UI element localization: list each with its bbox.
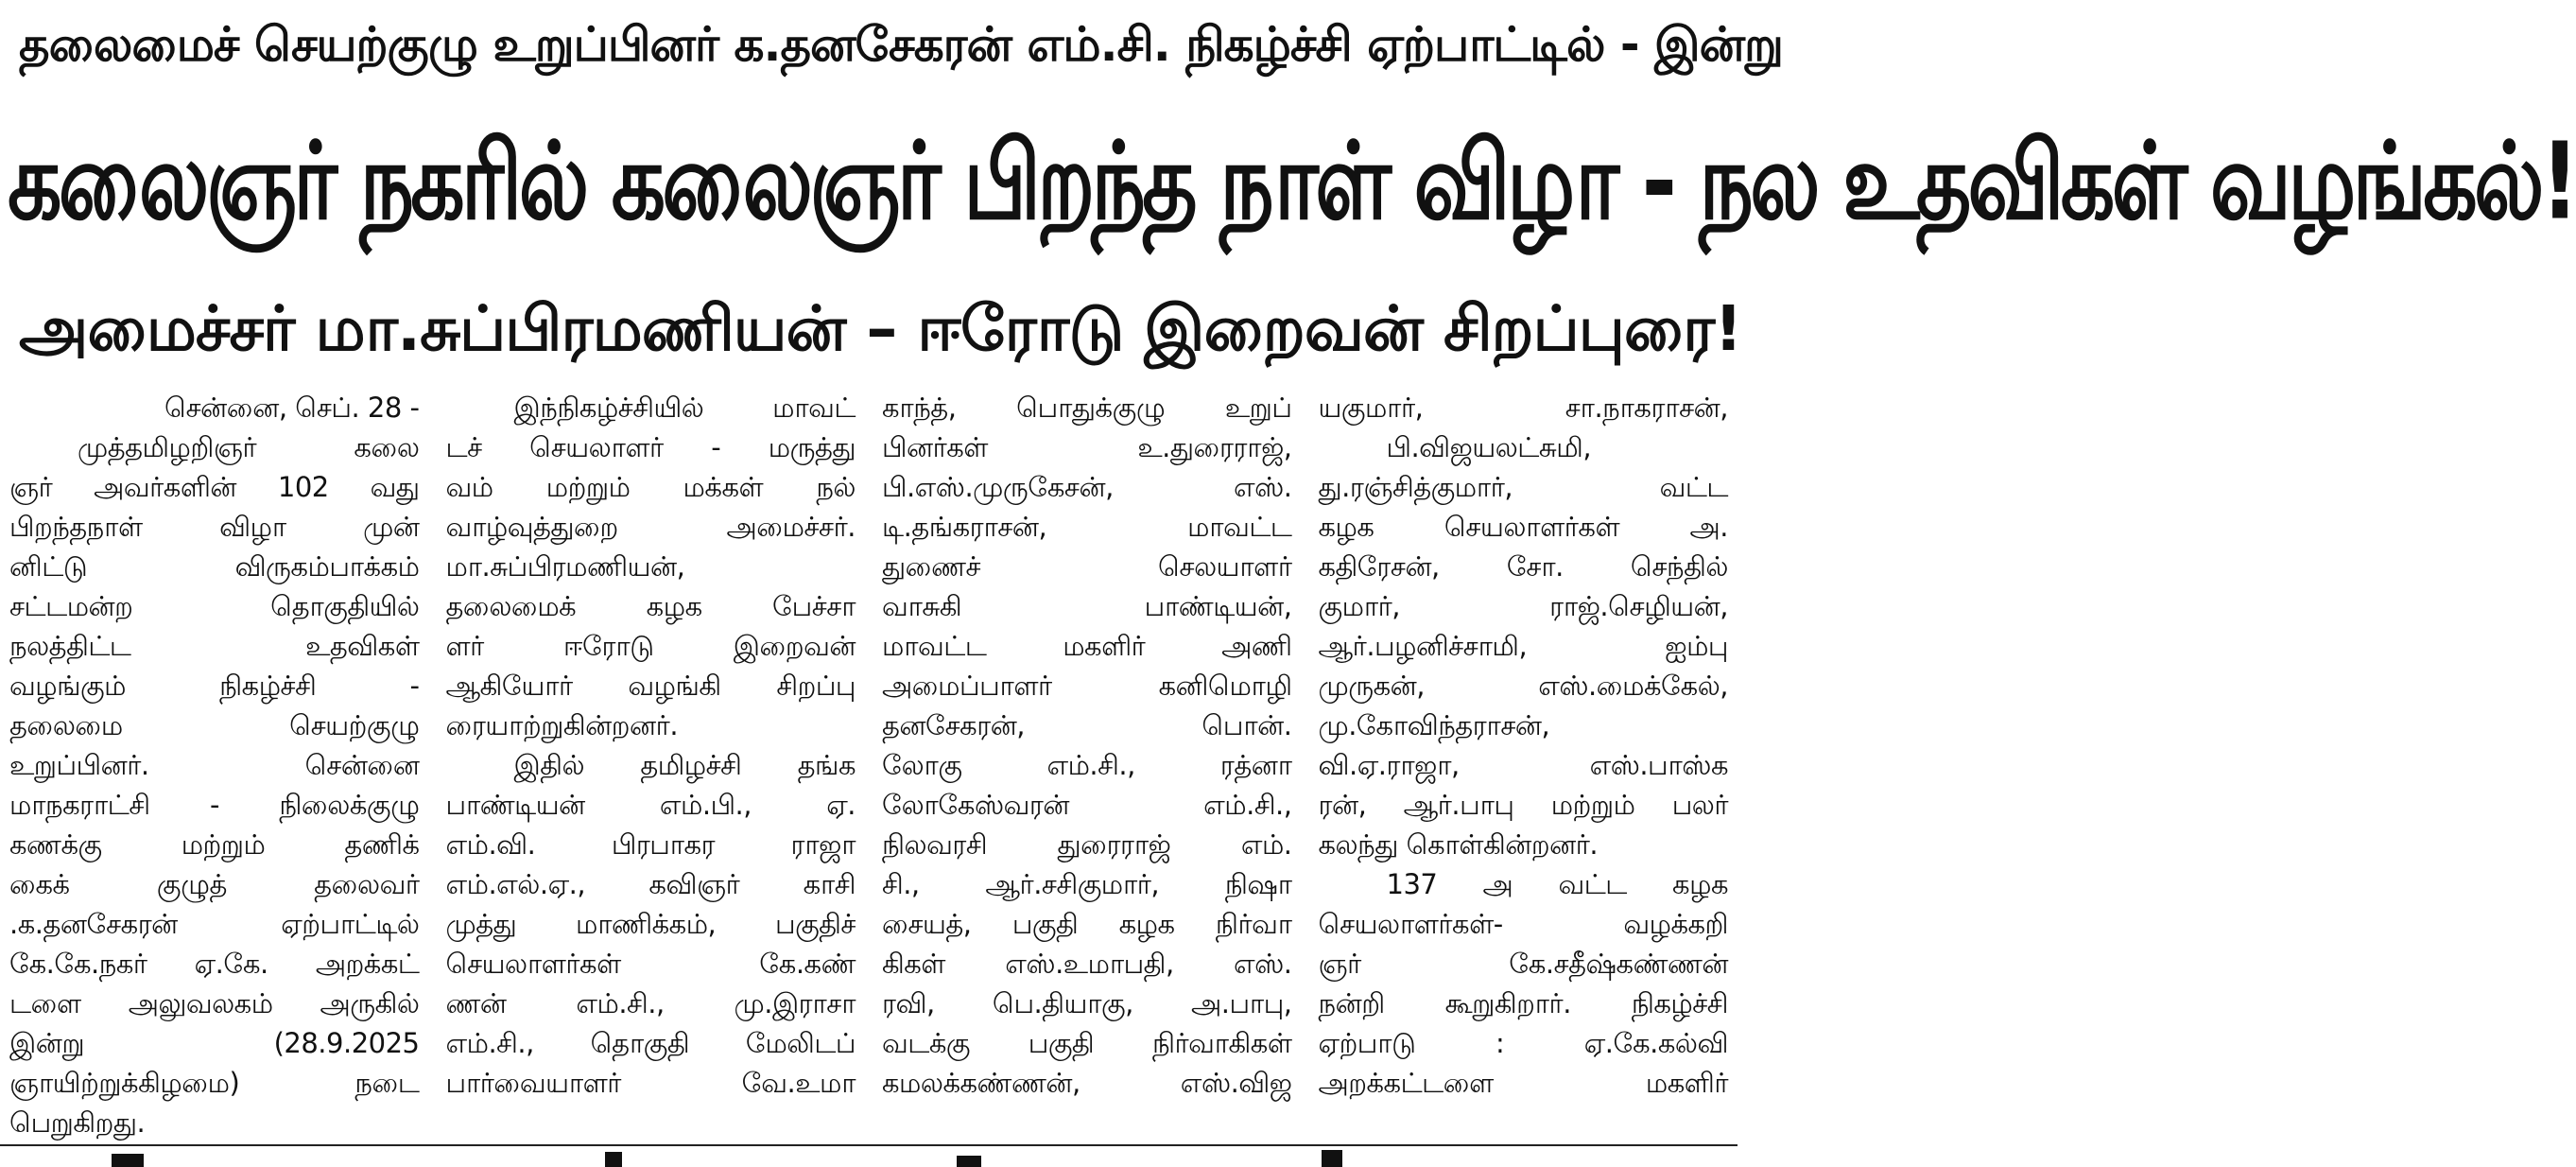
article-line: லோகு எம்.சி., ரத்னா	[882, 749, 1292, 781]
article-line: அமைப்பாளர் கனிமொழி	[882, 670, 1292, 702]
article-line: முருகன், எஸ்.மைக்கேல்,	[1318, 670, 1728, 702]
article-line: மு.கோவிந்தராசன்,	[1318, 709, 1550, 741]
article-body	[9, 388, 1728, 1139]
article-line: நன்றி கூறுகிறார். நிகழ்ச்சி	[1318, 987, 1728, 1019]
article-line: ஆகியோர் வழங்கி சிறப்பு	[445, 670, 856, 702]
article-line: தனசேகரன், பொன்.	[882, 709, 1292, 741]
article-line: மாநகராட்சி - நிலைக்குழு	[9, 789, 420, 821]
article-line: துணைச் செலயாளர்	[882, 550, 1292, 583]
article-column-4	[1319, 388, 1729, 1135]
article-line: வழங்கும் நிகழ்ச்சி -	[9, 670, 420, 702]
article-line: ளர் ஈரோடு இறைவன்	[445, 630, 856, 662]
article-line: பெறுகிறது.	[9, 1106, 146, 1139]
headline: கலைஞர் நகரில் கலைஞர் பிறந்த நாள் விழா - நல உதவிகள் வழங்கல்!	[8, 119, 2576, 244]
article-line: முத்தமிழறிஞர் கலை	[78, 431, 420, 463]
article-line: கலந்து கொள்கின்றனர்.	[1318, 828, 1599, 861]
article-line: 137 அ வட்ட கழக	[1386, 868, 1728, 900]
article-line: தலைமை செயற்குழு	[9, 709, 420, 741]
cut-off-next-headline	[0, 1148, 1738, 1167]
article-line: வி.ஏ.ராஜா, எஸ்.பாஸ்க	[1318, 749, 1728, 781]
article-line: சையத், பகுதி கழக நிர்வா	[882, 908, 1292, 940]
article-line: பினர்கள் உ.துரைராஜ்,	[882, 431, 1292, 463]
article-line: யகுமார், சா.நாகராசன்,	[1318, 392, 1728, 424]
article-line: ஞர் அவர்களின் 102 வது	[9, 471, 420, 503]
article-line: எம்.வி. பிரபாகர ராஜா	[445, 828, 856, 861]
article-line: செயலாளர்கள்- வழக்கறி	[1318, 908, 1728, 940]
article-column-2	[446, 388, 856, 1135]
article-line: நிலவரசி துரைராஜ் எம்.	[882, 828, 1292, 861]
kicker-line: தலைமைச் செயற்குழு உறுப்பினர் க.தனசேகரன் எம்.சி. நிகழ்ச்சி ஏற்பாட்டில் - இன்று	[19, 17, 1783, 72]
article-line: கிகள் எஸ்.உமாபதி, எஸ்.	[882, 948, 1292, 980]
article-line: சென்னை, செப். 28 -	[164, 392, 420, 424]
article-line: வம் மற்றும் மக்கள் நல்	[445, 471, 856, 503]
article-line: கணக்கு மற்றும் தணிக்	[9, 828, 420, 861]
article-line: எம்.எல்.ஏ., கவிஞர் காசி	[445, 868, 856, 900]
article-line: கைக் குழுத் தலைவர்	[9, 868, 420, 900]
article-line: குமார், ராஜ்.செழியன்,	[1318, 590, 1728, 622]
article-line: ரவி, பெ.தியாகு, அ.பாபு,	[882, 987, 1292, 1019]
article-line: பாண்டியன் எம்.பி., ஏ.	[445, 789, 856, 821]
article-line: டச் செயலாளர் - மருத்து	[445, 431, 856, 463]
article-line: ணன் எம்.சி., மு.இராசா	[445, 987, 856, 1019]
bottom-rule	[0, 1144, 1738, 1146]
article-line: ரையாற்றுகின்றனர்.	[445, 709, 679, 741]
article-line: ஞாயிற்றுக்கிழமை) நடை	[9, 1067, 420, 1099]
article-line: பார்வையாளர் வே.உமா	[445, 1067, 856, 1099]
article-line: எம்.சி., தொகுதி மேலிடப்	[445, 1027, 856, 1059]
article-line: சட்டமன்ற தொகுதியில்	[9, 590, 420, 622]
article-line: து.ரஞ்சித்குமார், வட்ட	[1318, 471, 1728, 503]
article-line: பி.எஸ்.முருகேசன், எஸ்.	[882, 471, 1292, 503]
article-line: பி.விஜயலட்சுமி,	[1386, 431, 1592, 463]
article-line: கமலக்கண்ணன், எஸ்.விஜ	[882, 1067, 1292, 1099]
article-line: சி., ஆர்.சசிகுமார், நிஷா	[882, 868, 1292, 900]
article-line: நலத்திட்ட உதவிகள்	[9, 630, 420, 662]
article-line: தலைமைக் கழக பேச்சா	[445, 590, 856, 622]
article-line: ஏற்பாடு : ஏ.கே.கல்வி	[1318, 1027, 1728, 1059]
article-line: அறக்கட்டளை மகளிர்	[1318, 1067, 1728, 1099]
article-column-3	[882, 388, 1292, 1135]
article-line: னிட்டு விருகம்பாக்கம்	[9, 550, 420, 583]
article-line: வடக்கு பகுதி நிர்வாகிகள்	[882, 1027, 1292, 1059]
article-line: பிறந்தநாள் விழா முன்	[9, 511, 420, 543]
article-line: இன்று (28.9.2025	[9, 1027, 420, 1059]
article-line: இந்நிகழ்ச்சியில் மாவட்	[513, 392, 856, 424]
article-line: .க.தனசேகரன் ஏற்பாட்டில்	[9, 908, 420, 940]
article-line: டி.தங்கராசன், மாவட்ட	[882, 511, 1292, 543]
article-line: மாவட்ட மகளிர் அணி	[882, 630, 1292, 662]
article-line: இதில் தமிழச்சி தங்க	[513, 749, 856, 781]
article-line: டளை அலுவலகம் அருகில்	[9, 987, 420, 1019]
article-line: செயலாளர்கள் கே.கண்	[445, 948, 856, 980]
article-line: காந்த், பொதுக்குழு உறுப்	[882, 392, 1292, 424]
article-line: வாசுகி பாண்டியன்,	[882, 590, 1292, 622]
article-line: லோகேஸ்வரன் எம்.சி.,	[882, 789, 1292, 821]
article-line: ரன், ஆர்.பாபு மற்றும் பலர்	[1318, 789, 1728, 821]
article-line: வாழ்வுத்துறை அமைச்சர்.	[445, 511, 856, 543]
article-line: முத்து மாணிக்கம், பகுதிச்	[445, 908, 856, 940]
article-line: ஞர் கே.சதீஷ்கண்ணன்	[1318, 948, 1728, 980]
article-column-1	[9, 388, 420, 1139]
article-line: கதிரேசன், சோ. செந்தில்	[1318, 550, 1728, 583]
article-line: உறுப்பினர். சென்னை	[9, 749, 420, 781]
subheadline: அமைச்சர் மா.சுப்பிரமணியன் – ஈரோடு இறைவன் சிறப்புரை!	[19, 292, 1742, 365]
article-line: கே.கே.நகர் ஏ.கே. அறக்கட்	[9, 948, 420, 980]
article-line: மா.சுப்பிரமணியன்,	[445, 550, 685, 583]
article-line: ஆர்.பழனிச்சாமி, ஐம்பு	[1318, 630, 1728, 662]
article-line: கழக செயலாளர்கள் அ.	[1318, 511, 1728, 543]
